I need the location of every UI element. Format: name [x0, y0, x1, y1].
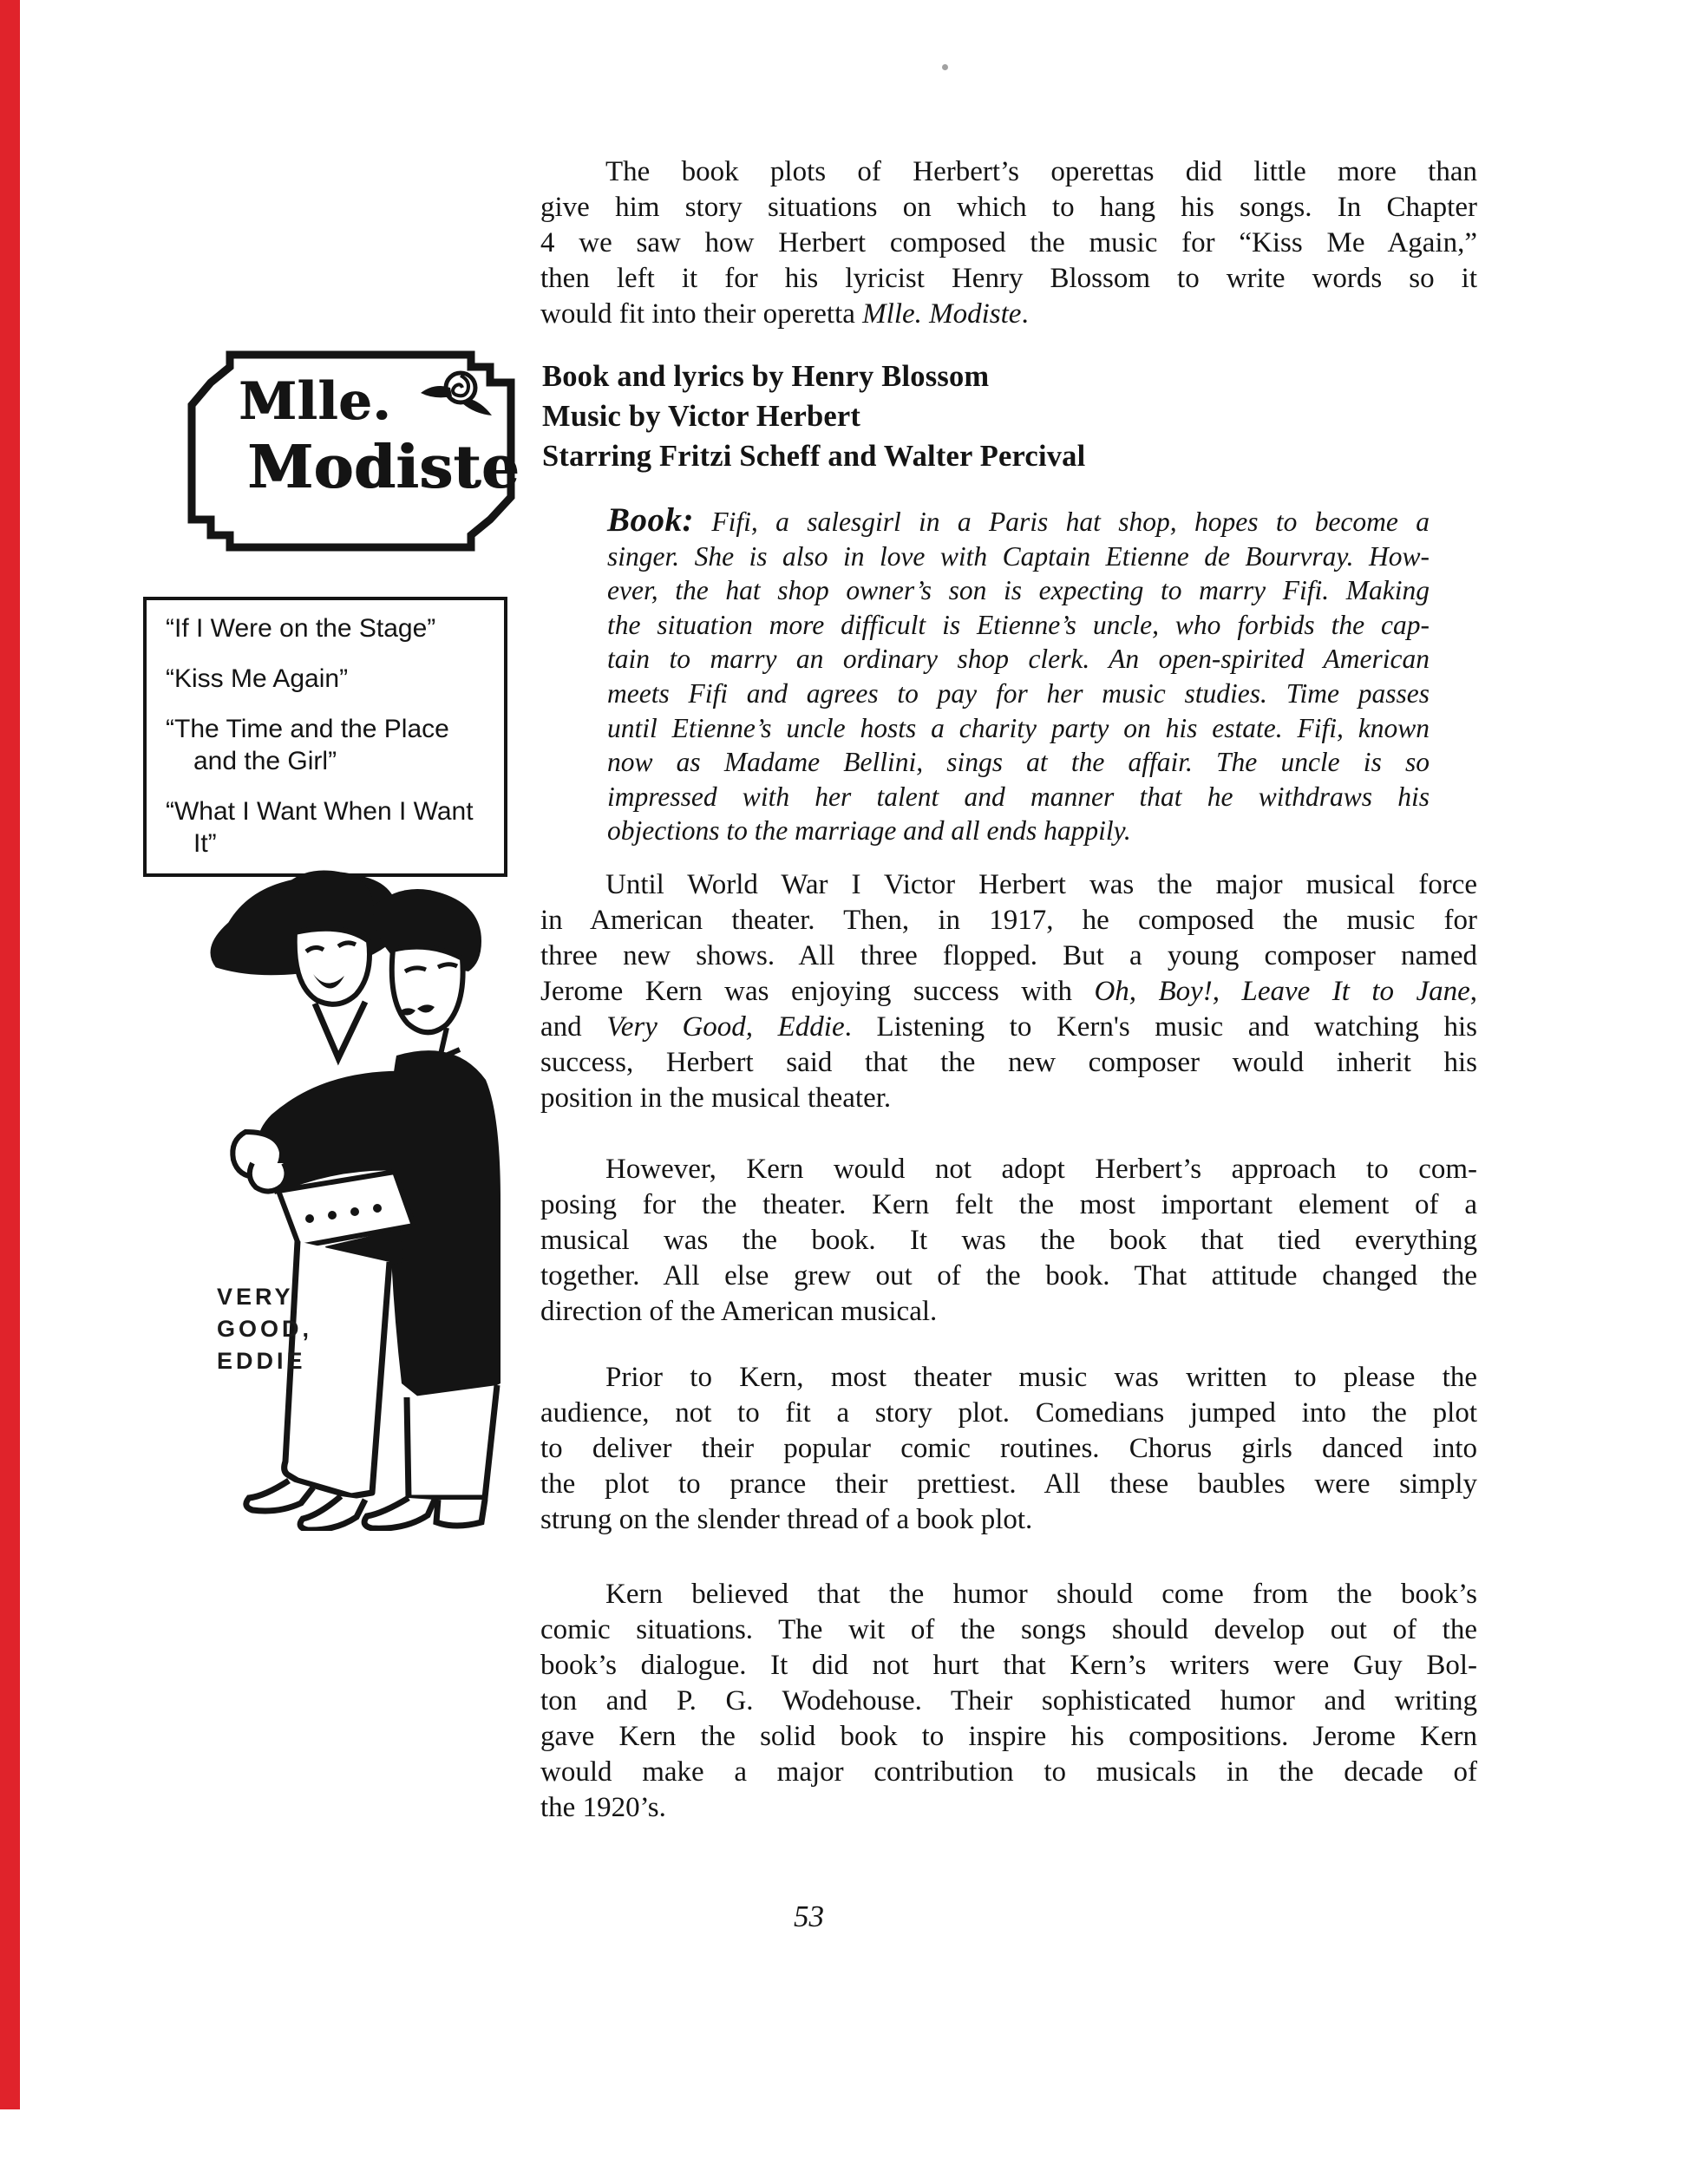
caption-line: GOOD, — [217, 1316, 313, 1342]
text-line — [540, 1045, 1477, 1081]
text-segment: the 1920’s. — [540, 1792, 666, 1823]
text-segment: in American theater. Then, in 1917, he composed the music for — [540, 905, 1477, 936]
text-segment: book’s dialogue. It did not hurt that Kern’s writers were Guy Bol- — [540, 1650, 1477, 1681]
text-line — [540, 903, 1477, 938]
text-segment: then left it for his lyricist Henry Blossom to write words so it — [540, 263, 1477, 294]
text-line — [540, 938, 1477, 974]
song-title: “If I Were on the Stage” — [166, 614, 436, 643]
caption-line: EDDIE — [217, 1348, 306, 1374]
text-segment: give him story situations on which to hang his songs. In Chapter — [540, 192, 1477, 223]
text-segment: Kern believed that the humor should come from the book’s — [605, 1579, 1477, 1610]
text-segment: position in the musical theater. — [540, 1082, 892, 1114]
text-segment: 4 we saw how Herbert composed the music for “Kiss Me Again,” — [540, 227, 1477, 258]
text-segment: would fit into their operetta — [540, 298, 863, 330]
text-segment: Jerome Kern was enjoying success with — [540, 976, 1095, 1007]
text-segment: singer. She is also in love with Captain Etienne de Bourvray. How- — [607, 540, 1430, 572]
song-title: “What I Want When I Want It” — [166, 797, 474, 858]
text-line — [540, 974, 1477, 1010]
text-segment: posing for the theater. Kern felt the most important element of a — [540, 1189, 1477, 1220]
mlle-modiste-logo — [185, 348, 521, 554]
text-line — [540, 1612, 1477, 1648]
text-segment: . — [1021, 298, 1029, 330]
text-segment: However, Kern would not adopt Herbert’s approach to com- — [605, 1154, 1477, 1185]
text-segment: gave Kern the solid book to inspire his compositions. Jerome Kern — [540, 1721, 1477, 1752]
text-segment: and — [540, 1011, 607, 1043]
text-segment: now as Madame Bellini, sings at the affair. The uncle is so — [607, 747, 1430, 778]
body-paragraph-prior — [540, 1360, 1477, 1538]
text-segment: until Etienne’s uncle hosts a charity party on his estate. Fifi, known — [607, 712, 1430, 743]
text-line — [607, 814, 1430, 848]
text-line — [540, 297, 1477, 332]
text-segment: Very Good, Eddie — [606, 1011, 845, 1043]
scan-artifact-dot — [942, 64, 948, 70]
caption-line: VERY — [217, 1284, 294, 1310]
text-line — [607, 745, 1430, 780]
text-segment: impressed with her talent and manner that he withdraws his — [607, 781, 1430, 812]
credit-music: Music by Victor Herbert — [542, 400, 861, 433]
text-line — [540, 1259, 1477, 1294]
text-line — [607, 539, 1430, 574]
text-segment: Fifi, a salesgirl in a Paris hat shop, hopes to become a — [694, 507, 1430, 537]
body-paragraph-kern — [540, 1577, 1477, 1826]
text-line — [607, 608, 1430, 643]
text-segment: Until World War I Victor Herbert was the major musical force — [605, 869, 1477, 900]
text-line — [540, 1431, 1477, 1467]
text-segment: ever, the hat shop owner’s son is expecting to marry Fifi. Making — [607, 575, 1430, 606]
text-segment: success, Herbert said that the new composer would inherit his — [540, 1047, 1477, 1078]
text-line — [540, 1755, 1477, 1790]
text-line — [540, 1081, 1477, 1116]
text-segment: Mlle. Modiste — [862, 298, 1022, 330]
text-line — [540, 1502, 1477, 1538]
text-segment: . Listening to Kern's music and watching his — [844, 1011, 1477, 1043]
text-line — [540, 1294, 1477, 1330]
text-line — [540, 190, 1477, 226]
text-line — [540, 867, 1477, 903]
text-line — [540, 1648, 1477, 1684]
text-line — [607, 711, 1430, 746]
text-segment: , — [1469, 976, 1477, 1007]
credits-block — [542, 356, 1085, 476]
text-line — [540, 1223, 1477, 1259]
text-line — [540, 1790, 1477, 1826]
text-segment: ton and P. G. Wodehouse. Their sophisticated humor and writing — [540, 1685, 1477, 1716]
text-line — [607, 780, 1430, 814]
text-line — [607, 677, 1430, 711]
text-segment: direction of the American musical. — [540, 1296, 938, 1327]
body-paragraph-until — [540, 867, 1477, 1116]
text-segment: meets Fifi and agrees to pay for her music studies. Time passes — [607, 677, 1430, 709]
text-line — [540, 1719, 1477, 1755]
text-line — [540, 1360, 1477, 1396]
text-line — [540, 1684, 1477, 1719]
song-title: “Kiss Me Again” — [166, 664, 349, 693]
body-paragraph-however — [540, 1152, 1477, 1330]
text-segment: objections to the marriage and all ends happily. — [607, 815, 1131, 847]
very-good-eddie-caption — [217, 1281, 312, 1377]
text-line — [607, 503, 1430, 539]
text-segment: Book: — [607, 501, 694, 539]
text-line — [540, 1187, 1477, 1223]
text-segment: Oh, Boy!, Leave It to Jane — [1094, 976, 1470, 1007]
text-segment: the plot to prance their prettiest. All these baubles were simply — [540, 1468, 1477, 1500]
text-line — [540, 1152, 1477, 1187]
text-line — [540, 1577, 1477, 1612]
text-segment: together. All else grew out of the book. That attitude changed the — [540, 1260, 1477, 1291]
synopsis-paragraph — [607, 503, 1430, 848]
song-list-box — [143, 597, 507, 877]
text-segment: strung on the slender thread of a book plot. — [540, 1504, 1033, 1535]
text-segment: three new shows. All three flopped. But a young composer named — [540, 940, 1477, 971]
scan-edge-stripe — [0, 0, 20, 2109]
page-number: 53 — [794, 1900, 824, 1933]
text-segment: the situation more difficult is Etienne’s uncle, who forbids the cap- — [607, 609, 1430, 640]
text-segment: audience, not to fit a story plot. Comedians jumped into the plot — [540, 1397, 1477, 1429]
credit-starring: Starring Fritzi Scheff and Walter Percival — [542, 440, 1086, 473]
text-line — [540, 1396, 1477, 1431]
text-line — [540, 1010, 1477, 1045]
text-segment: comic situations. The wit of the songs should develop out of the — [540, 1614, 1477, 1645]
rose-icon — [417, 363, 497, 421]
text-line — [540, 226, 1477, 261]
text-line — [607, 642, 1430, 677]
text-segment: would make a major contribution to musicals in the decade of — [540, 1756, 1477, 1788]
intro-paragraph — [540, 154, 1477, 332]
text-segment: musical was the book. It was the book that tied everything — [540, 1225, 1477, 1256]
text-segment: tain to marry an ordinary shop clerk. An open-spirited American — [607, 644, 1430, 675]
couple-illustration — [195, 854, 525, 1531]
text-segment: Prior to Kern, most theater music was written to please the — [605, 1362, 1477, 1393]
text-line — [540, 261, 1477, 297]
credit-book-lyrics: Book and lyrics by Henry Blossom — [542, 360, 990, 393]
text-segment: The book plots of Herbert’s operettas did little more than — [605, 156, 1477, 187]
logo-line-1: Mlle. — [239, 371, 392, 432]
text-line — [540, 154, 1477, 190]
song-title: “The Time and the Place and the Girl” — [166, 715, 449, 775]
text-line — [607, 573, 1430, 608]
text-segment: to deliver their popular comic routines. Chorus girls danced into — [540, 1433, 1477, 1464]
text-line — [540, 1467, 1477, 1502]
logo-line-2: Modiste — [247, 433, 520, 502]
